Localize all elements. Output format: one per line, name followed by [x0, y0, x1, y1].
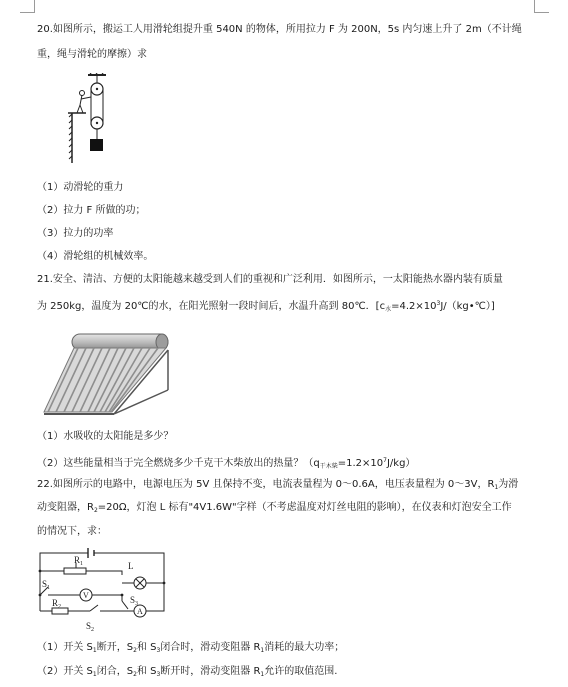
crop-mark-top-right: [534, 0, 549, 13]
label-l: L: [128, 561, 134, 571]
q22-text-line3: 的情况下，求：: [37, 526, 107, 537]
label-s1: $S_1$: [42, 579, 51, 591]
label-s3: $S_3$: [130, 595, 139, 607]
q21-text-line1: 21.安全、清洁、方便的太阳能越来越受到人们的重视和广泛利用．如图所示，一太阳能热水器内装有质量: [37, 274, 503, 285]
q22-text-line1: 22.如图所示的电路中，电源电压为 5V 且保持不变，电流表量程为 0～0.6A，电压表量程为 0～3V，$R_1$为滑: [37, 479, 519, 491]
q22-item-1: （1）开关 $S_1$断开，$S_2$和 $S_3$闭合时，滑动变阻器 $R_1$消耗的最大功率；: [37, 642, 345, 654]
q22-item-2: （2）开关 $S_1$闭合，$S_2$和 $S_3$断开时，滑动变阻器 $R_1$允许的取值范围.: [37, 666, 338, 678]
circuit-figure: [34, 547, 174, 635]
q20-item-3: （3）拉力的功率: [37, 228, 114, 239]
q21-text-line2: 为 250kg，温度为 20℃的水，在阳光照射一段时间后，水温升高到 80℃．$[c_水=4.2\times 10^3J/(kg•℃)]$: [37, 300, 495, 313]
q22-text-line2: 动变阻器，$R_2=20\Omega$，灯泡 L 标有"4V1.6W"字样（不考虑温度对灯丝电阻的影响），在仪表和灯泡安全工作: [37, 502, 512, 514]
q20-text-line1: 20.如图所示，搬运工人用滑轮组提升重 540N 的物体，所用拉力 F 为 200N，5s 内匀速上升了 2m（不计绳: [37, 24, 522, 35]
pulley-figure: [66, 73, 122, 165]
label-a: A: [137, 607, 143, 616]
solar-heater-figure: [40, 320, 180, 420]
label-r2: $R_2$: [52, 598, 62, 610]
label-r1: $R_1$: [74, 555, 84, 567]
label-s2: $S_2$: [86, 621, 95, 633]
q21-item-2: （2）这些能量相当于完全燃烧多少千克干木柴放出的热量？$(q_{干木柴}=1.2\times 10^7J/kg)$: [37, 457, 416, 470]
q20-item-1: （1）动滑轮的重力: [37, 182, 124, 193]
label-v: V: [83, 591, 89, 600]
q20-item-4: （4）滑轮组的机械效率。: [37, 251, 154, 262]
q20-item-2: （2）拉力 F 所做的功；: [37, 205, 146, 216]
q20-text-line2: 重，绳与滑轮的摩擦）求: [37, 49, 147, 60]
crop-mark-top-left: [20, 0, 35, 13]
q21-item-1: （1）水吸收的太阳能是多少？: [37, 431, 174, 442]
